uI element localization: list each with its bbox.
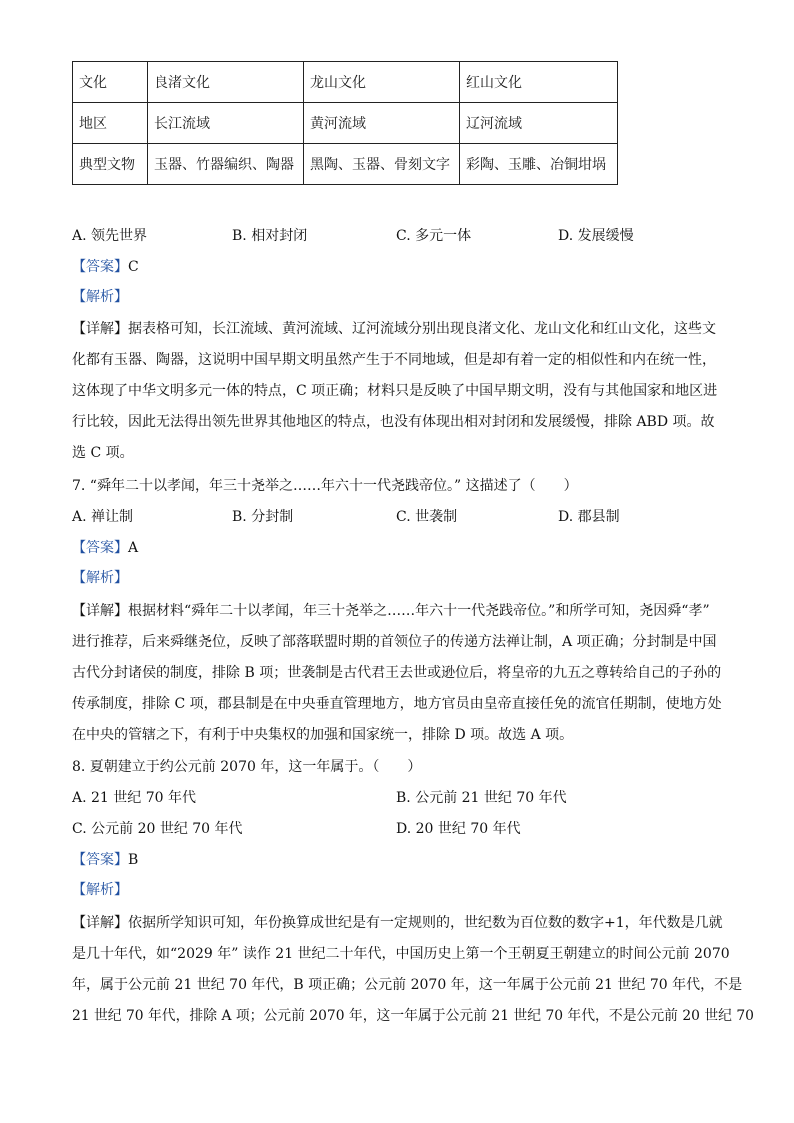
table-cell: 玉器、竹器编织、陶器 xyxy=(148,144,304,185)
q8-option-b: B. 公元前 21 世纪 70 年代 xyxy=(396,790,567,806)
analysis-label: 解析 xyxy=(86,289,114,305)
q8-answer xyxy=(72,850,138,870)
q8-detail-line: 是几十年代，如“2029 年” 读作 21 世纪二十年代，中国历史上第一个王朝夏王朝建立的时间公元前 2070 xyxy=(72,946,730,962)
q8-option-d: D. 20 世纪 70 年代 xyxy=(396,821,521,837)
q7-analysis: 【解析】 xyxy=(72,570,128,586)
table-cell: 长江流域 xyxy=(148,103,304,144)
table-row xyxy=(73,103,618,144)
q6-detail-line: 【详解】据表格可知，长江流域、黄河流域、辽河流域分别出现良渚文化、龙山文化和红山文化，这些文 xyxy=(72,321,716,337)
q6-option-d: D. 发展缓慢 xyxy=(558,228,634,244)
table-cell: 黑陶、玉器、骨刻文字 xyxy=(304,144,460,185)
q8-option-a: A. 21 世纪 70 年代 xyxy=(72,790,196,806)
q7-detail-line: 古代分封诸侯的制度，排除 B 项；世袭制是古代君王去世或逊位后，将皇帝的九五之尊转给自己的子孙的 xyxy=(72,665,722,681)
culture-table xyxy=(72,61,618,185)
q6-detail-line: 行比较，因此无法得出领先世界其他地区的特点，也没有体现出相对封闭和发展缓慢，排除 ABD 项。故 xyxy=(72,414,715,430)
q7-option-b: B. 分封制 xyxy=(232,509,294,525)
table-cell: 良渚文化 xyxy=(148,62,304,103)
answer-label: 【答案】 xyxy=(72,540,128,556)
answer-value: A xyxy=(128,540,139,556)
answer-value: C xyxy=(128,259,139,275)
table-cell: 辽河流域 xyxy=(460,103,618,144)
q6-answer xyxy=(72,257,139,277)
q7-option-c: C. 世袭制 xyxy=(396,509,458,525)
table-row xyxy=(73,144,618,185)
answer-label: 【答案】 xyxy=(72,259,128,275)
q7-option-d: D. 郡县制 xyxy=(558,509,620,525)
q8-question: 8. 夏朝建立于约公元前 2070 年，这一年属于。（ ） xyxy=(72,759,422,775)
table-cell: 典型文物 xyxy=(73,144,148,185)
table-cell: 彩陶、玉雕、冶铜坩埚 xyxy=(460,144,618,185)
table-cell: 文化 xyxy=(73,62,148,103)
q8-option-c: C. 公元前 20 世纪 70 年代 xyxy=(72,821,243,837)
q7-detail-line: 在中央的管辖之下，有利于中央集权的加强和国家统一，排除 D 项。故选 A 项。 xyxy=(72,727,574,743)
q8-detail-line: 年，属于公元前 21 世纪 70 年代，B 项正确；公元前 2070 年，这一年属于公元前 21 世纪 70 年代，不是 xyxy=(72,977,743,993)
q8-detail-line: 【详解】依据所学知识可知，年份换算成世纪是有一定规则的，世纪数为百位数的数字+1，年代数是几就 xyxy=(72,915,723,931)
q7-option-a: A. 禅让制 xyxy=(72,509,134,525)
table-cell: 地区 xyxy=(73,103,148,144)
q8-detail-line: 21 世纪 70 年代，排除 A 项；公元前 2070 年，这一年属于公元前 21 世纪 70 年代，不是公元前 20 世纪 70 xyxy=(72,1008,754,1024)
q6-detail-line: 选 C 项。 xyxy=(72,445,134,461)
answer-value: B xyxy=(128,852,139,868)
table-cell: 黄河流域 xyxy=(304,103,460,144)
q6-option-a: A. 领先世界 xyxy=(72,228,148,244)
analysis-label: 解析 xyxy=(86,570,114,586)
table-cell: 龙山文化 xyxy=(304,62,460,103)
analysis-label: 解析 xyxy=(86,882,114,898)
q7-detail-line: 【详解】根据材料“舜年二十以孝闻，年三十尧举之……年六十一代尧践帝位。”和所学可知，尧因舜“孝” xyxy=(72,603,710,619)
table-row xyxy=(73,62,618,103)
q7-answer xyxy=(72,538,138,558)
q8-analysis: 【解析】 xyxy=(72,882,128,898)
q6-option-b: B. 相对封闭 xyxy=(232,228,308,244)
table-cell: 红山文化 xyxy=(460,62,618,103)
q7-question: 7. “舜年二十以孝闻，年三十尧举之……年六十一代尧践帝位。” 这描述了（ ） xyxy=(72,478,578,494)
q7-detail-line: 传承制度，排除 C 项，郡县制是在中央垂直管理地方，地方官员由皇帝直接任免的流官任期制，使地方处 xyxy=(72,696,722,712)
q6-option-c: C. 多元一体 xyxy=(396,228,472,244)
answer-label: 【答案】 xyxy=(72,852,128,868)
q6-detail-line: 化都有玉器、陶器，这说明中国早期文明虽然产生于不同地域，但是却有着一定的相似性和内在统一性， xyxy=(72,352,716,368)
q6-analysis: 【解析】 xyxy=(72,289,128,305)
q7-detail-line: 进行推荐，后来舜继尧位，反映了部落联盟时期的首领位子的传递方法禅让制，A 项正确；分封制是中国 xyxy=(72,634,717,650)
q6-detail-line: 这体现了中华文明多元一体的特点，C 项正确；材料只是反映了中国早期文明，没有与其他国家和地区进 xyxy=(72,383,718,399)
